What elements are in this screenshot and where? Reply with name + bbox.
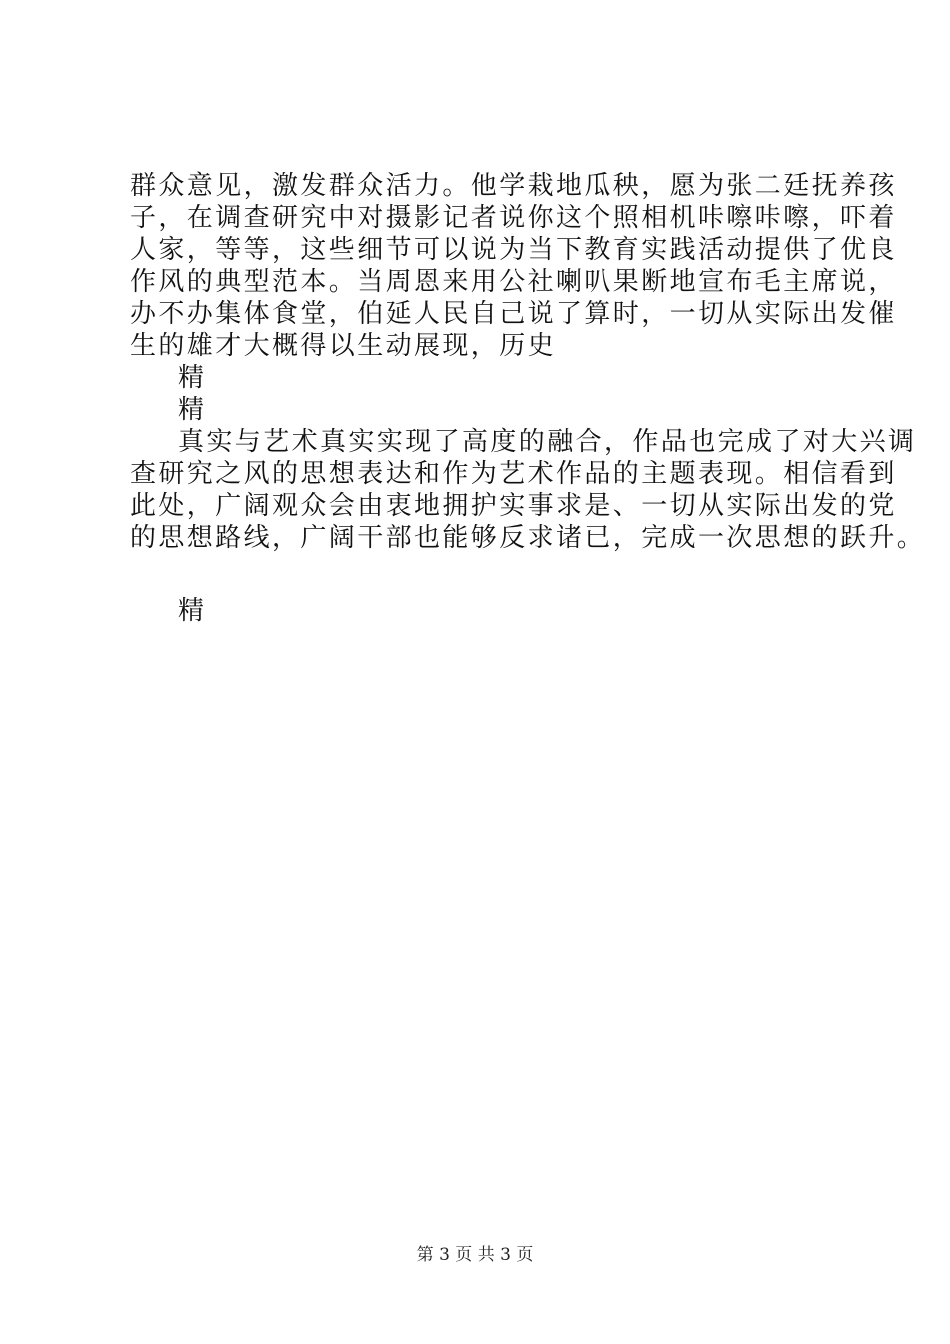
- text-line: 查研究之风的思想表达和作为艺术作品的主题表现。相信看到: [130, 459, 897, 489]
- text-line: 作风的典型范本。当周恩来用公社喇叭果断地宣布毛主席说，: [130, 267, 897, 297]
- text-line: 子，在调查研究中对摄影记者说你这个照相机咔嚓咔嚓，吓着: [130, 203, 897, 233]
- paragraph-2: [130, 426, 926, 554]
- page-footer: 第 3 页 共 3 页: [416, 1245, 534, 1265]
- paragraph-gap: [130, 554, 840, 595]
- paragraph-1: [130, 170, 897, 362]
- text-line: 人家，等等，这些细节可以说为当下教育实践活动提供了优良: [130, 235, 897, 265]
- marker-text: 精: [178, 395, 207, 425]
- text-line: 此处，广阔观众会由衷地拥护实事求是、一切从实际出发的党: [130, 491, 897, 521]
- text-line: 办不办集体食堂，伯延人民自己说了算时，一切从实际出发催: [130, 299, 897, 329]
- text-line: 的思想路线，广阔干部也能够反求诸已，完成一次思想的跃升。: [130, 523, 926, 553]
- document-body: [130, 170, 926, 627]
- marker-text: 精: [178, 596, 207, 626]
- marker-text: 精: [178, 363, 207, 393]
- text-line: 生的雄才大概得以生动展现，历史: [130, 331, 557, 361]
- text-line: 群众意见，激发群众活力。他学栽地瓜秧，愿为张二廷抚养孩: [130, 171, 897, 201]
- text-line: 真实与艺术真实实现了高度的融合，作品也完成了对大兴调: [178, 427, 917, 457]
